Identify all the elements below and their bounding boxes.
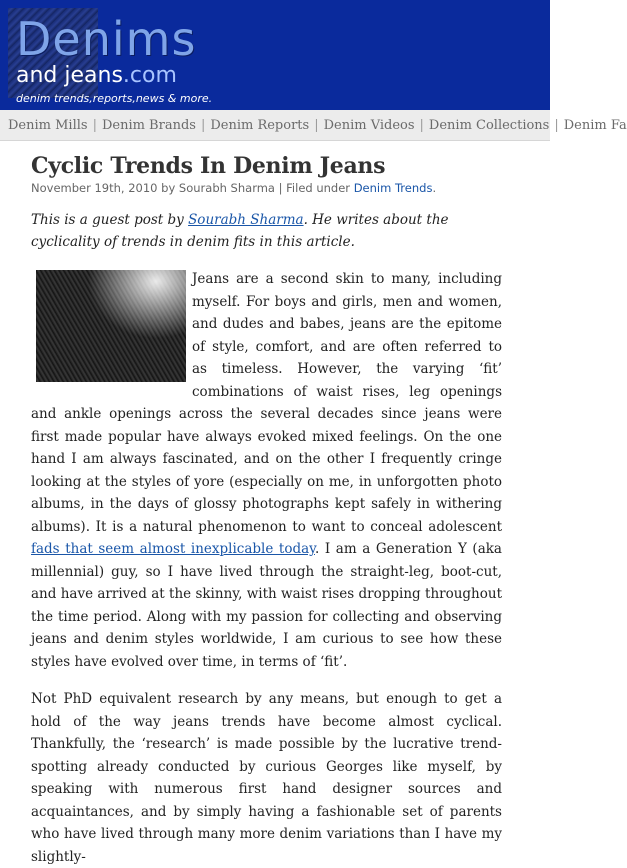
p1-text-start: Jeans are a second skin to many, including myself. For boys and girls, men and women, and dudes and babes, jeans are the epitome of style, comfort, and are often referred to as timeless. However, the varying ‘fit’ combinations of waist rises, leg openings and ankle openings across the several decades since jeans were first made popular have always evoked mixed feelings. On the one hand I am always fascinated, and on the other I frequently cringe looking at the styles of yore (especially on me, in unforgotten photo albums, in the days of glossy photographs kept safely in withering albums). It is a natural phenomenon to want to conceal adolescent	[31, 271, 502, 535]
category-nav	[0, 110, 627, 141]
denim-fabric-image	[36, 270, 186, 382]
fads-link[interactable]: fads that seem almost inexplicable today	[31, 541, 315, 557]
logo-subtitle-main: and jeans	[16, 63, 123, 88]
p1-text-end: . I am a Generation Y (aka millennial) guy, so I have lived through the straight-leg, boot-cut, and have arrived at the skinny, with waist rises dropping throughout the time period. Along with my passion for collecting and observing jeans and denim styles worldwide, I am curious to see how these styles have evolved over time, in terms of ‘fit’.	[31, 541, 502, 670]
post-byline: by Sourabh Sharma | Filed under	[157, 181, 354, 195]
article-paragraph-2: Not PhD equivalent research by any means, but enough to get a hold of the way jeans trends have become almost cyclical. Thankfully, the ‘research’ is made possible by the lucrative trend-spotting already conducted by curious Georges like myself, by speaking with numerous first hand designer sources and acquaintances, and by simply having a fashionable set of parents who have lived through many more denim variations than I have my slightly-	[31, 691, 502, 865]
post-title[interactable]: Cyclic Trends In Denim Jeans	[31, 153, 386, 179]
meta-period: .	[432, 181, 437, 195]
nav-denim-reports[interactable]: Denim Reports	[210, 118, 310, 133]
article-paragraph-1	[31, 268, 502, 673]
author-link[interactable]: Sourabh Sharma	[188, 212, 304, 228]
nav-separator: |	[419, 118, 424, 133]
post-date: November 19th, 2010	[31, 181, 158, 195]
logo-subtitle-domain: .com	[122, 63, 177, 88]
logo-title[interactable]: Denims	[16, 12, 197, 66]
guest-post-intro	[31, 209, 502, 253]
nav-separator: |	[554, 118, 559, 133]
category-link[interactable]: Denim Trends	[353, 181, 433, 195]
nav-denim-fashion[interactable]: Denim Fa	[563, 118, 627, 133]
logo-tagline: denim trends,reports,news & more.	[16, 92, 213, 105]
nav-denim-mills[interactable]: Denim Mills	[8, 118, 88, 133]
logo-subtitle[interactable]	[16, 64, 177, 88]
nav-separator: |	[92, 118, 97, 133]
nav-denim-videos[interactable]: Denim Videos	[323, 118, 415, 133]
nav-separator: |	[200, 118, 206, 133]
nav-separator: |	[314, 118, 319, 133]
intro-text-end: . He writes about the cyclicality of trends in denim fits in this article.	[31, 212, 449, 250]
nav-denim-brands[interactable]: Denim Brands	[101, 118, 196, 133]
nav-denim-collections[interactable]: Denim Collections	[428, 118, 550, 133]
post-meta	[31, 181, 502, 195]
intro-text-start: This is a guest post by	[31, 212, 189, 228]
post-content	[0, 141, 550, 868]
site-header	[0, 0, 550, 110]
